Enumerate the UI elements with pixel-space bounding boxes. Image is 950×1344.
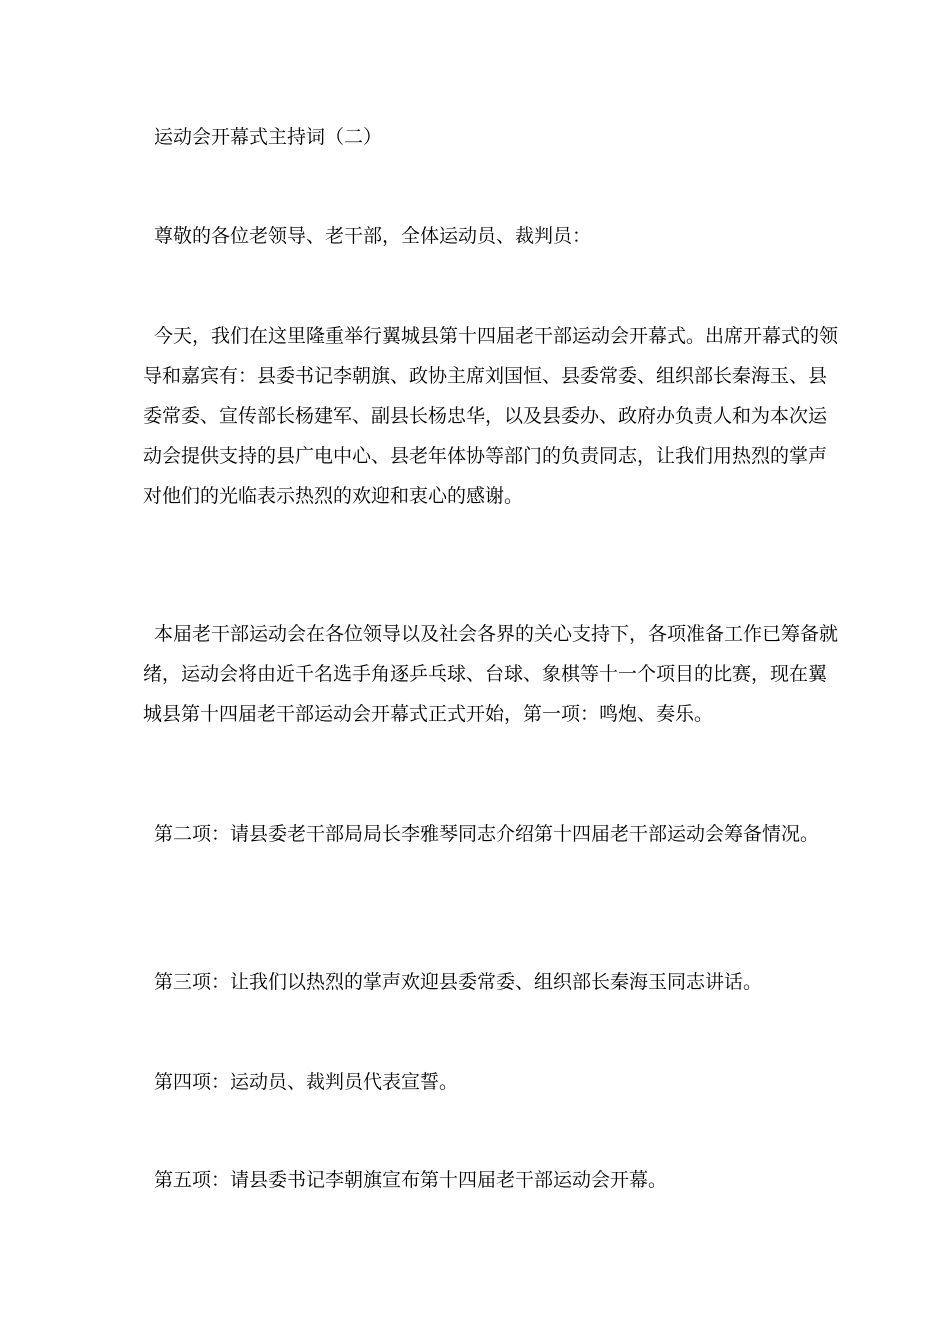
document-title: 运动会开幕式主持词（二） xyxy=(154,126,383,148)
agenda-item-5: 第五项：请县委书记李朝旗宣布第十四届老干部运动会开幕。 xyxy=(154,1169,668,1191)
opening-paragraph: 今天，我们在这里隆重举行翼城县第十四届老干部运动会开幕式。出席开幕式的领导和嘉宾有：县委书记李朝旗、政协主席刘国恒、县委常委、组织部长秦海玉、县委常委、宣传部长杨建军、副县长杨忠华，以及县委办、政府办负责人和为本次运动会提供支持的县广电中心、县老年体协等部门的负责同志，让我们用热烈的掌声对他们的光临表示热烈的欢迎和衷心的感谢。 xyxy=(143,325,839,507)
preparation-paragraph: 本届老干部运动会在各位领导以及社会各界的关心支持下，各项准备工作已筹备就绪，运动会将由近千名选手角逐乒乓球、台球、象棋等十一个项目的比赛，现在翼城县第十四届老干部运动会开幕式正式开始，第一项：鸣炮、奏乐。 xyxy=(143,623,839,725)
agenda-item-3: 第三项：让我们以热烈的掌声欢迎县委常委、组织部长秦海玉同志讲话。 xyxy=(154,971,763,993)
agenda-item-2: 第二项：请县委老干部局局长李雅琴同志介绍第十四届老干部运动会筹备情况。 xyxy=(154,823,820,845)
agenda-item-4: 第四项：运动员、裁判员代表宣誓。 xyxy=(154,1071,459,1093)
greeting-line: 尊敬的各位老领导、老干部，全体运动员、裁判员： xyxy=(154,225,592,247)
